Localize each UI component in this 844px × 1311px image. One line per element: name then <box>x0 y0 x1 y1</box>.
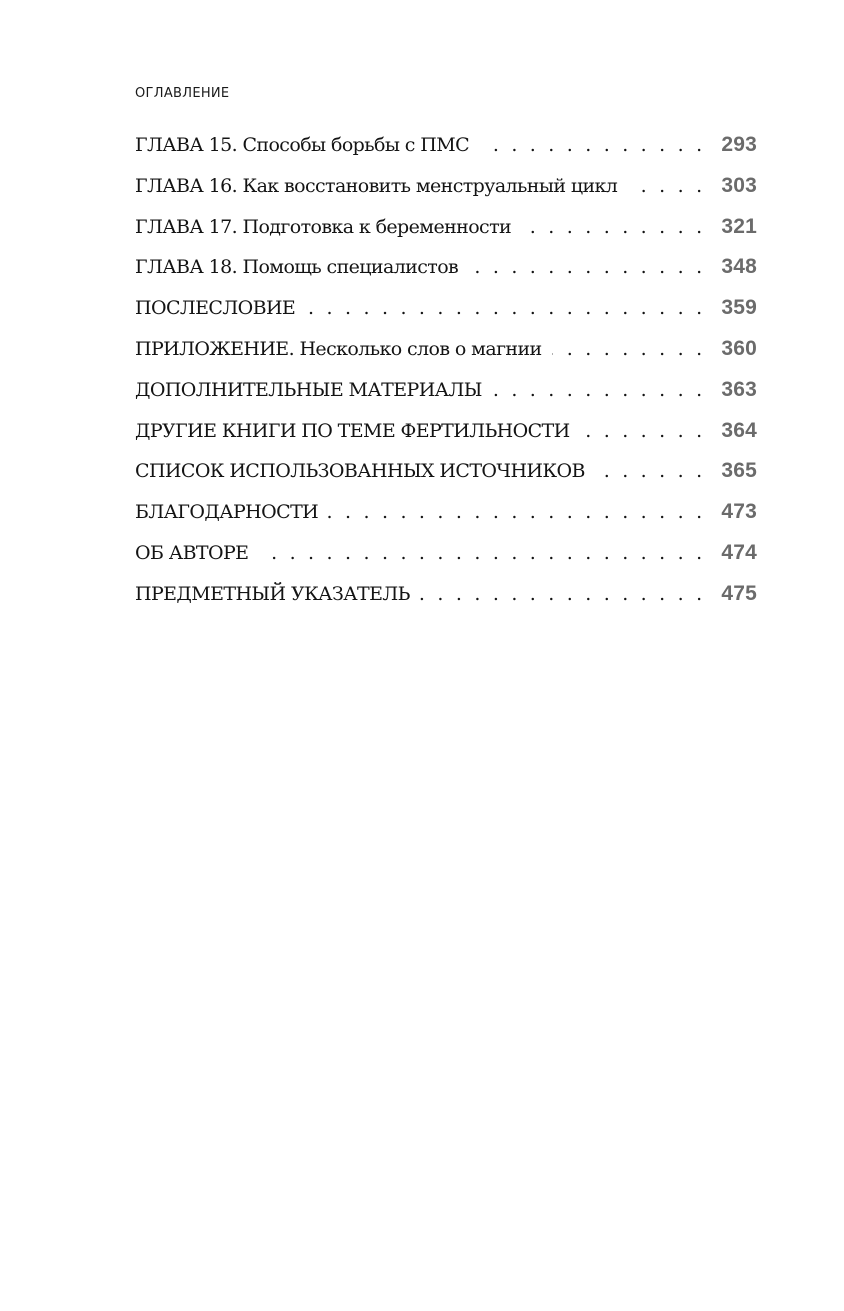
toc-entry <box>135 293 757 334</box>
toc-entry-title: ОБ АВТОРЕ <box>135 541 249 564</box>
toc-entry <box>135 375 757 416</box>
toc-entry-page-number: 303 <box>721 173 757 197</box>
toc-entry <box>135 130 757 171</box>
toc-entry <box>135 416 757 457</box>
toc-entry <box>135 334 757 375</box>
toc-entry-page-number: 364 <box>721 418 757 442</box>
toc-entry-page-number: 474 <box>721 540 757 564</box>
dot-leader <box>468 253 705 282</box>
table-of-contents <box>135 130 757 620</box>
toc-entry <box>135 456 757 497</box>
toc-entry-page-number: 475 <box>721 581 757 605</box>
toc-entry-title: ПРЕДМЕТНЫЙ УКАЗАТЕЛЬ <box>135 582 410 605</box>
toc-entry-title: ГЛАВА 15. Способы борьбы с ПМС <box>135 134 470 156</box>
dot-leader <box>627 172 705 201</box>
dot-leader <box>420 580 706 609</box>
dot-leader <box>305 294 705 323</box>
toc-entry-title: ГЛАВА 17. Подготовка к беременности <box>135 215 512 238</box>
dot-leader <box>328 498 705 527</box>
toc-entry-page-number: 348 <box>721 255 757 279</box>
toc-entry-title: ПОСЛЕСЛОВИЕ <box>135 297 296 320</box>
dot-leader <box>492 376 706 405</box>
dot-leader <box>521 213 705 242</box>
toc-entry <box>135 252 757 293</box>
toc-entry-title: ДОПОЛНИТЕЛЬНЫЕ МАТЕРИАЛЫ <box>135 378 482 401</box>
toc-entry-page-number: 365 <box>721 459 757 483</box>
toc-entry-page-number: 360 <box>721 336 757 360</box>
toc-entry-page-number: 321 <box>721 214 757 238</box>
toc-entry-title: ГЛАВА 16. Как восстановить менструальный цикл <box>135 174 618 197</box>
toc-entry <box>135 171 757 212</box>
toc-entry-title: ДРУГИЕ КНИГИ ПО ТЕМЕ ФЕРТИЛЬНОСТИ <box>135 419 570 442</box>
toc-entry-title: БЛАГОДАРНОСТИ <box>135 501 319 524</box>
dot-leader <box>258 539 705 568</box>
toc-entry-page-number: 363 <box>721 377 757 401</box>
toc-entry <box>135 212 757 253</box>
toc-entry <box>135 579 757 620</box>
running-head: ОГЛАВЛЕНИЕ <box>135 86 230 101</box>
toc-entry-page-number: 293 <box>721 133 757 156</box>
toc-entry-page-number: 473 <box>721 500 757 524</box>
toc-entry <box>135 538 757 579</box>
toc-entry-page-number: 359 <box>721 296 757 320</box>
dot-leader <box>595 457 706 486</box>
toc-entry <box>135 497 757 538</box>
toc-entry-title: ПРИЛОЖЕНИЕ. Несколько слов о магнии <box>135 337 542 360</box>
dot-leader <box>479 131 705 160</box>
dot-leader <box>580 417 706 446</box>
toc-entry-title: СПИСОК ИСПОЛЬЗОВАННЫХ ИСТОЧНИКОВ <box>135 460 585 483</box>
toc-entry-title: ГЛАВА 18. Помощь специалистов <box>135 256 459 279</box>
dot-leader <box>552 335 706 364</box>
